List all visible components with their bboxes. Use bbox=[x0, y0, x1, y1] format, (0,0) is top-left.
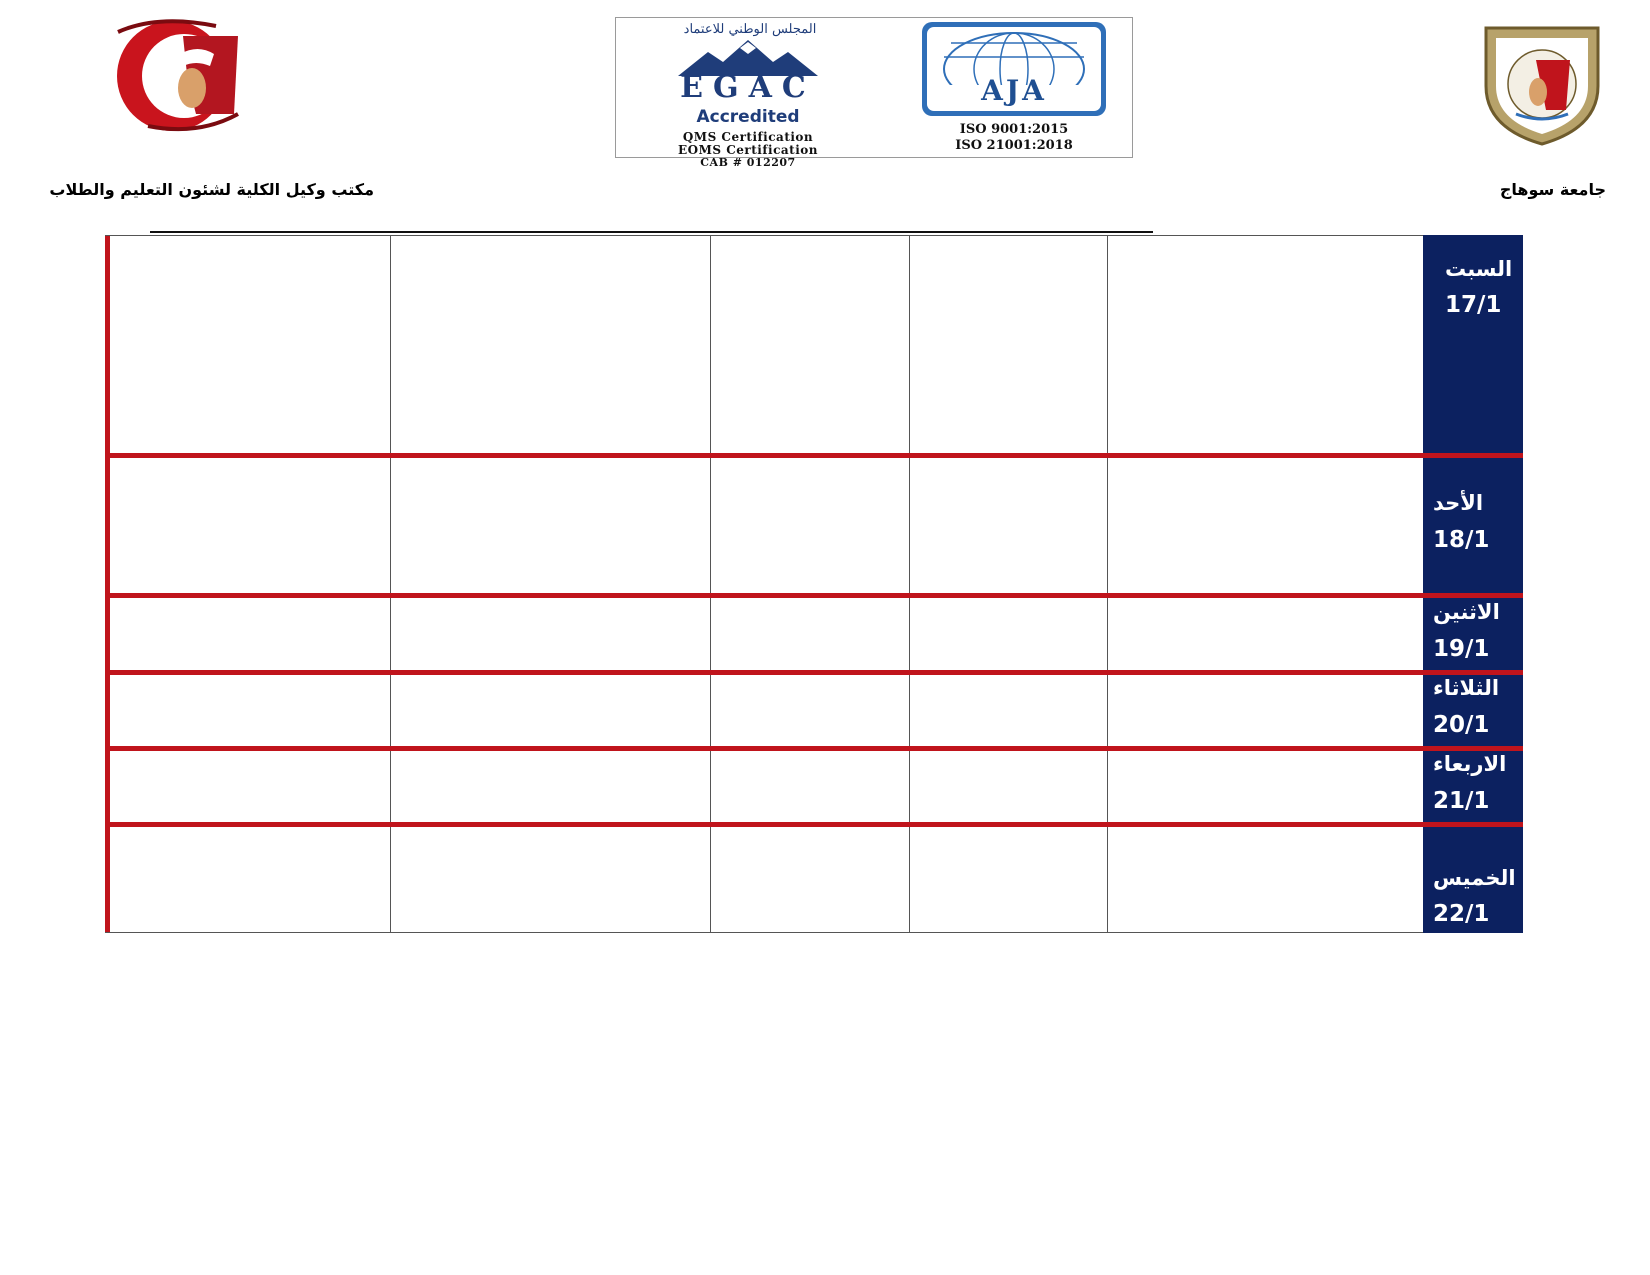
weekly-schedule-table bbox=[105, 235, 1523, 933]
day-date: 20/1 bbox=[1433, 712, 1490, 738]
day-name: الخميس bbox=[1433, 866, 1516, 890]
table-cell bbox=[390, 751, 391, 822]
day-name: السبت bbox=[1445, 257, 1513, 281]
header-divider bbox=[150, 231, 1153, 233]
table-cell bbox=[1107, 751, 1108, 822]
table-cell bbox=[710, 458, 711, 593]
table-cell bbox=[1107, 827, 1108, 933]
day-cell-thursday bbox=[1423, 827, 1523, 933]
aja-logo bbox=[922, 22, 1106, 154]
table-cell bbox=[390, 675, 391, 746]
table-cell bbox=[390, 598, 391, 670]
table-cell bbox=[909, 458, 910, 593]
table-cell bbox=[390, 827, 391, 933]
faculty-of-medicine-logo bbox=[88, 14, 270, 134]
day-cell-tuesday bbox=[1423, 675, 1523, 746]
day-date: 21/1 bbox=[1433, 788, 1490, 814]
egac-name: EGAC bbox=[680, 70, 816, 105]
table-cell bbox=[390, 458, 391, 593]
table-cell bbox=[710, 751, 711, 822]
table-cell bbox=[710, 235, 711, 453]
table-cell bbox=[1107, 598, 1108, 670]
egac-arabic-name: المجلس الوطني للاعتماد bbox=[683, 22, 817, 37]
egac-line-1: QMS Certification bbox=[682, 130, 814, 144]
table-row-tuesday bbox=[105, 675, 1523, 746]
table-cell bbox=[1107, 675, 1108, 746]
egac-line-3: CAB # 012207 bbox=[700, 156, 796, 169]
egac-accredited: Accredited bbox=[696, 107, 800, 127]
day-date: 22/1 bbox=[1433, 901, 1490, 927]
table-bottom-line bbox=[105, 932, 1423, 933]
table-top-line bbox=[105, 235, 1423, 236]
table-cell bbox=[1107, 458, 1108, 593]
university-title: جامعة سوهاج bbox=[1499, 180, 1606, 199]
day-date: 19/1 bbox=[1433, 636, 1490, 662]
egac-line-2: EOMS Certification bbox=[678, 143, 818, 157]
office-title: مكتب وكيل الكلية لشئون التعليم والطلاب bbox=[49, 180, 374, 199]
table-cell bbox=[710, 827, 711, 933]
day-name: الاثنين bbox=[1433, 600, 1500, 624]
table-cell bbox=[390, 235, 391, 453]
table-cell bbox=[909, 235, 910, 453]
day-name: الاربعاء bbox=[1433, 752, 1507, 776]
table-cell bbox=[909, 827, 910, 933]
table-cell bbox=[1107, 235, 1108, 453]
day-cell-wednesday bbox=[1423, 751, 1523, 822]
sohag-university-logo bbox=[1478, 16, 1606, 148]
aja-name: AJA bbox=[981, 74, 1047, 107]
aja-iso-1: ISO 9001:2015 bbox=[959, 122, 1069, 137]
accreditation-banner bbox=[615, 17, 1133, 169]
day-date: 17/1 bbox=[1445, 292, 1502, 318]
table-row-monday bbox=[105, 598, 1523, 670]
day-cell-monday bbox=[1423, 598, 1523, 670]
aja-badge bbox=[922, 22, 1106, 116]
table-cell bbox=[909, 675, 910, 746]
table-cell bbox=[710, 598, 711, 670]
table-row-wednesday bbox=[105, 751, 1523, 822]
table-cell bbox=[710, 675, 711, 746]
day-cell-sunday bbox=[1423, 458, 1523, 593]
day-name: الأحد bbox=[1433, 491, 1484, 515]
day-cell-saturday bbox=[1423, 235, 1523, 453]
day-date: 18/1 bbox=[1433, 527, 1490, 553]
table-cell bbox=[909, 598, 910, 670]
egac-logo bbox=[628, 22, 868, 169]
table-row-thursday bbox=[105, 827, 1523, 933]
day-name: الثلاثاء bbox=[1433, 676, 1500, 700]
table-row-sunday bbox=[105, 458, 1523, 593]
table-cell bbox=[909, 751, 910, 822]
aja-iso-2: ISO 21001:2018 bbox=[955, 138, 1073, 153]
table-row-saturday bbox=[105, 235, 1523, 453]
